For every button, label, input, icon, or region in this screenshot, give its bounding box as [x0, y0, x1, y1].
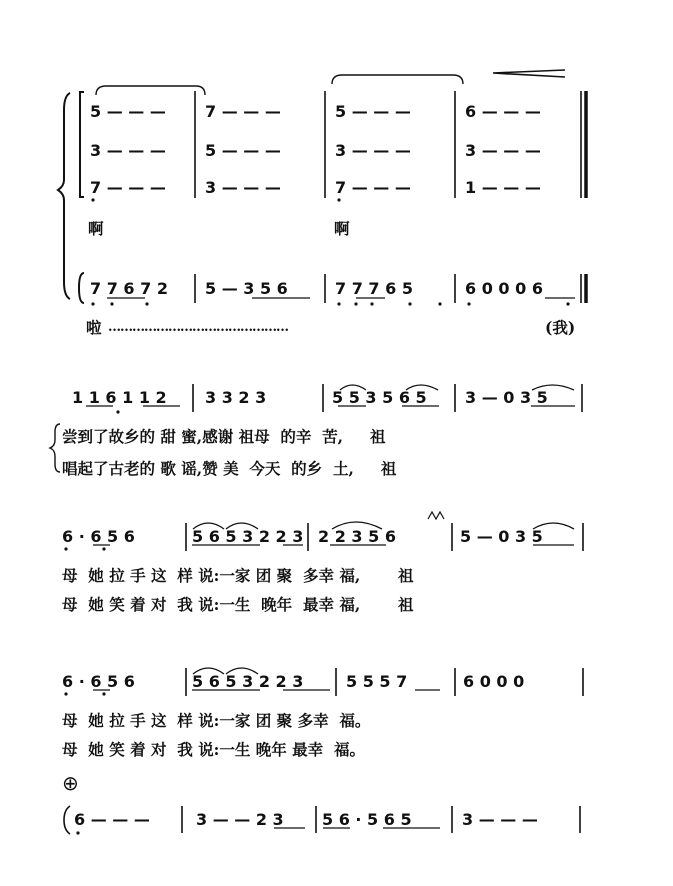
- measure: 7 — — —: [90, 178, 166, 197]
- measure: 5 — 3 5 6: [205, 279, 288, 298]
- lyric-verse-1: 母 她 拉 手 这 样 说:一家 团 聚 多幸 福。: [62, 711, 371, 730]
- measure: 5 6 5 3 2 2 3: [192, 527, 304, 546]
- measure: 3 — — 2 3: [196, 810, 284, 829]
- coda-sign: ⊕: [62, 771, 79, 795]
- measure: 3 — — —: [462, 810, 538, 829]
- measure: 7 — — —: [335, 178, 411, 197]
- slur: [332, 75, 463, 84]
- measure: 7 — — —: [205, 102, 281, 121]
- lyric-verse-1: 母 她 拉 手 这 样 说:一家 团 聚 多幸 福, 祖: [62, 566, 414, 585]
- chorus-brace: [58, 93, 70, 299]
- measure: 5 6 5 3 2 2 3: [192, 672, 304, 691]
- measure: 3 — — —: [205, 178, 281, 197]
- measure: 3 — — —: [465, 141, 541, 160]
- measure: 5 — 0 3 5: [460, 527, 543, 546]
- measure: 6 · 6 5 6: [62, 527, 135, 546]
- lyric-ah-1: 啊: [88, 219, 104, 238]
- lyric-wo: (我): [545, 318, 576, 337]
- lyric-verse-2: 唱起了古老的 歌 谣,赞 美 今天 的乡 土, 祖: [62, 459, 397, 478]
- mordent: [428, 512, 444, 519]
- measure: 1 — — —: [465, 178, 541, 197]
- measure: 3 — 0 3 5: [465, 388, 548, 407]
- measure: 7 7 6 7 2: [90, 279, 168, 298]
- lyric-verse-2: 母 她 笑 着 对 我 说:一生 晚年 最幸 福, 祖: [62, 595, 414, 614]
- crescendo-mark: [493, 70, 565, 77]
- measure: 6 0 0 0 6: [465, 279, 543, 298]
- lyric-dots: ………………………………………: [108, 320, 288, 335]
- lyric-brace: [50, 424, 60, 472]
- measure: 1 1 6 1 1 2: [72, 388, 167, 407]
- measure: 6 — — —: [74, 810, 150, 829]
- measure: 3 3 2 3: [205, 388, 267, 407]
- phrase-bracket: [64, 806, 70, 834]
- measure: 3 — — —: [90, 141, 166, 160]
- measure: 2 2 3 5 6: [318, 527, 396, 546]
- slur: [96, 86, 205, 95]
- measure: 5 5 5 7: [346, 672, 408, 691]
- lyric-verse-1: 尝到了故乡的 甜 蜜,感谢 祖母 的辛 苦, 祖: [62, 427, 386, 446]
- lyric-ah-2: 啊: [334, 219, 350, 238]
- measure: 5 — — —: [335, 102, 411, 121]
- measure: 5 — — —: [90, 102, 166, 121]
- measure: 3 — — —: [335, 141, 411, 160]
- measure: 7 7 7 6 5: [335, 279, 413, 298]
- measure: 5 5 3 5 6 5: [332, 388, 427, 407]
- voice-bracket: [80, 92, 84, 197]
- measure: 6 — — —: [465, 102, 541, 121]
- lyric-la: 啦: [86, 318, 102, 337]
- bass-bracket: [79, 273, 84, 303]
- measure: 5 6 · 5 6 5: [322, 810, 412, 829]
- measure: 5 — — —: [205, 141, 281, 160]
- lyric-verse-2: 母 她 笑 着 对 我 说:一生 晚年 最幸 福。: [62, 740, 365, 759]
- measure: 6 · 6 5 6: [62, 672, 135, 691]
- measure: 6 0 0 0: [463, 672, 525, 691]
